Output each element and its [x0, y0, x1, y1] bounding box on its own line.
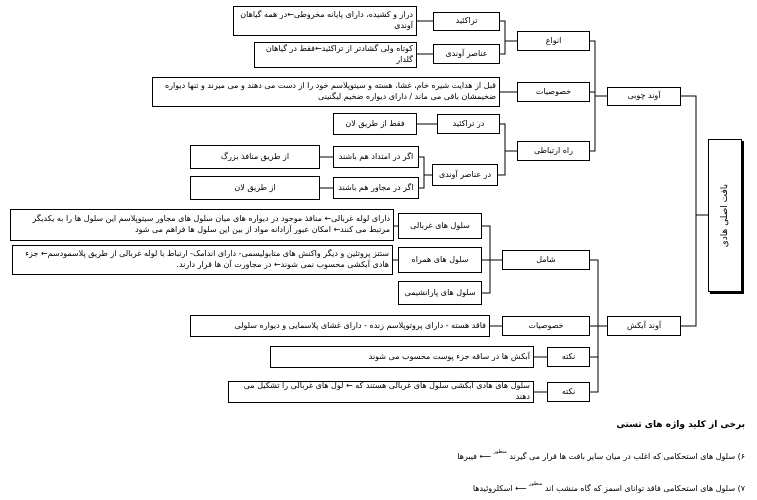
note1-desc: آبکش ها در ساقه جزء پوست محسوب می شوند [270, 346, 534, 368]
tracheid-node: تراکئید [433, 12, 500, 31]
companion-cell-node: سلول های همراه [398, 247, 482, 273]
vocab-item-sup: منظور [529, 481, 543, 487]
root-label: بافت اصلی هادی [719, 183, 730, 248]
vocab-item-sup: منظور [493, 449, 507, 455]
xylem-types-node: انواع [517, 31, 590, 51]
phloem-features-node: خصوصیات [502, 316, 590, 336]
vessel-element-desc: کوتاه ولی گشادتر از تراکئید←فقط در گیاهان گلدار [254, 42, 417, 68]
phloem-node: آوند آبکش [607, 316, 681, 336]
note2-desc: سلول های هادی آبکشی سلول های غربالی هستند که ← لول های غربالی را تشکیل می دهند [228, 381, 534, 403]
tracheid-connection-node: در تراکئید [437, 114, 500, 134]
phloem-includes-node: شامل [502, 250, 590, 270]
end-to-end-desc: از طریق منافذ بزرگ [190, 145, 320, 169]
sieve-cell-node: سلول های غربالی [398, 213, 482, 239]
phloem-features-desc: فاقد هسته - دارای پروتوپلاسم زنده - دارای غشای پلاسمایی و دیواره سلولی [190, 315, 490, 337]
vocab-item-answer: فیبرها [457, 452, 478, 461]
vocab-item-7: ۷) سلول های استحکامی فاقد توانای اسمز که گاه منشب اند $^{منظور}$ ⟵ اسکلروئیدها [472, 481, 745, 493]
xylem-features-node: خصوصیات [517, 82, 590, 102]
vocab-heading: برخی از کلید واژه های تستی [616, 420, 745, 430]
side-by-side-node: اگر در مجاور هم باشند [333, 177, 419, 199]
root-node [708, 139, 742, 292]
xylem-node: آوند چوبی [607, 87, 681, 106]
vessel-element-node: عناصر آوندی [433, 44, 500, 64]
vocab-item-answer: اسکلروئیدها [472, 484, 513, 493]
tracheid-connection-desc: فقط از طریق لان [333, 113, 417, 135]
vocab-item-text: ۷) سلول های استحکامی فاقد توانای اسمز که گاه منشب اند [544, 484, 745, 493]
tracheid-desc: دراز و کشیده، دارای پایانه مخروطی←در همه گیاهان آوندی [233, 6, 417, 36]
parenchyma-node: سلول های پارانشیمی [398, 281, 482, 305]
sieve-cell-desc: دارای لوله غربالی← منافذ موجود در دیواره های میان سلول های مجاور سیتوپلاسم این سلول ها را به یکدیگر مرتبط می کنند← امکان عبور آزادانه مواد از بین این سلول ها فراهم می شود [10, 209, 394, 241]
note1-node: نکته [547, 347, 590, 367]
vocab-item-6: ۶) سلول های استحکامی که اغلب در میان سایر بافت ها قرار می گیرند $^{منظور}$ ⟵ فیبرها [457, 449, 745, 461]
companion-cell-desc: ستتز پروتئین و دیگر واکنش های متابولیسمی- دارای اندامک- ارتباط با لوله غربالی از طریق پلاسمودسم← جزء هادی آبکشی محسوب نمی شوند← در مجاورت آن ها قرار دارند. [12, 245, 393, 275]
note2-node: نکته [547, 382, 590, 402]
end-to-end-node: اگر در امتداد هم باشند [333, 146, 419, 168]
vocab-item-text: ۶) سلول های استحکامی که اغلب در میان سایر بافت ها قرار می گیرند [509, 452, 745, 461]
side-by-side-desc: از طریق لان [190, 176, 320, 200]
vessel-connection-node: در عناصر آوندی [432, 164, 498, 186]
connection-node: راه ارتباطی [517, 141, 590, 161]
xylem-features-desc: قبل از هدایت شیره خام، غشا، هسته و سیتوپلاسم خود را از دست می دهند و می میرند و تنها دیواره ضخیمشان باقی می ماند / دارای دیواره ضخیم لیگنینی [152, 77, 500, 107]
